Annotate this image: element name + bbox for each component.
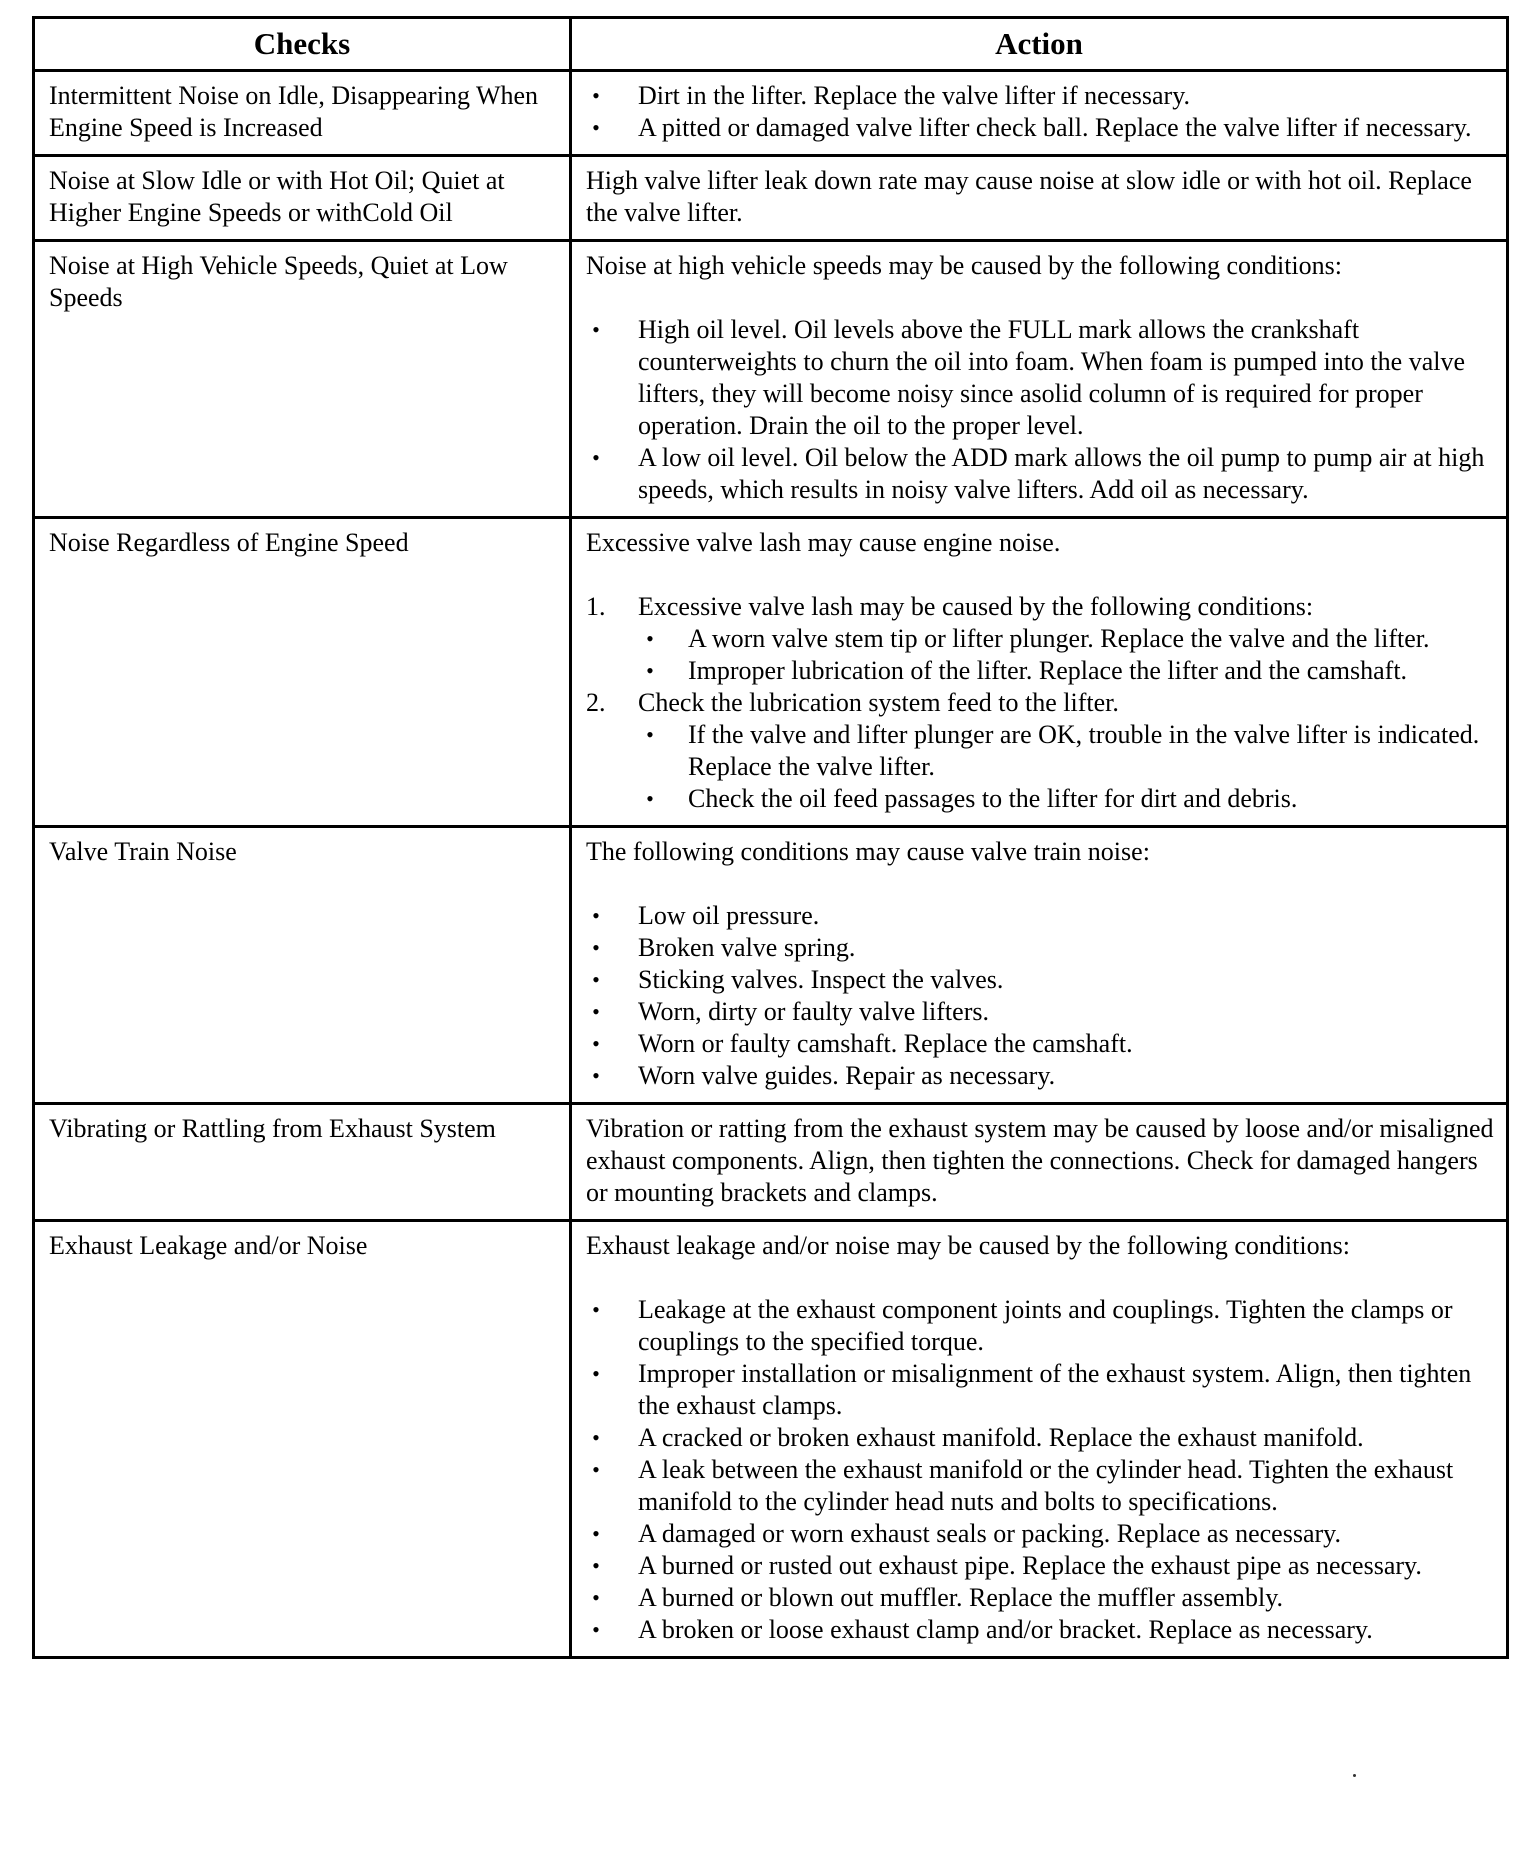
check-cell: Noise at High Vehicle Speeds, Quiet at Low Speeds — [34, 241, 571, 518]
action-cell: Vibration or ratting from the exhaust system may be caused by loose and/or misaligned exhaust components. Align, then tighten the connections. Check for damaged hangers or mounting brackets and clamps. — [571, 1104, 1508, 1221]
step-text: Check the lubrication system feed to the lifter. — [638, 688, 1119, 717]
action-bullet: • A burned or rusted out exhaust pipe. Replace the exhaust pipe as necessary. — [586, 1550, 1496, 1582]
action-bullet: • A pitted or damaged valve lifter check ball. Replace the valve lifter if necessary. — [586, 112, 1496, 144]
check-cell: Valve Train Noise — [34, 827, 571, 1104]
table-row — [34, 156, 1508, 241]
table-row — [34, 1104, 1508, 1221]
table-row — [34, 827, 1508, 1104]
action-bullet-list — [586, 900, 1496, 1092]
check-cell: Noise Regardless of Engine Speed — [34, 518, 571, 827]
action-bullet: • Leakage at the exhaust component joints and couplings. Tighten the clamps or couplings to the specified torque. — [586, 1294, 1496, 1358]
table-row — [34, 518, 1508, 827]
step-sub-bullet: • Improper lubrication of the lifter. Replace the lifter and the camshaft. — [638, 655, 1496, 687]
action-bullet: • Sticking valves. Inspect the valves. — [586, 964, 1496, 996]
action-bullet: • Worn valve guides. Repair as necessary. — [586, 1060, 1496, 1092]
action-bullet-list — [586, 80, 1496, 144]
action-cell — [571, 518, 1508, 827]
step-sub-bullet: • If the valve and lifter plunger are OK, trouble in the valve lifter is indicated. Replace the valve lifter. — [638, 719, 1496, 783]
action-bullet: • Improper installation or misalignment of the exhaust system. Align, then tighten the exhaust clamps. — [586, 1358, 1496, 1422]
check-cell: Intermittent Noise on Idle, Disappearing When Engine Speed is Increased — [34, 71, 571, 156]
step-text: Excessive valve lash may be caused by the following conditions: — [638, 592, 1314, 621]
action-step — [586, 687, 1496, 815]
action-bullet: • Dirt in the lifter. Replace the valve lifter if necessary. — [586, 80, 1496, 112]
action-bullet: • Worn or faulty camshaft. Replace the camshaft. — [586, 1028, 1496, 1060]
step-sub-bullet: • A worn valve stem tip or lifter plunger. Replace the valve and the lifter. — [638, 623, 1496, 655]
header-row — [34, 18, 1508, 71]
check-cell: Noise at Slow Idle or with Hot Oil; Quiet at Higher Engine Speeds or withCold Oil — [34, 156, 571, 241]
step-number: 2. — [586, 688, 606, 717]
action-bullet: • Broken valve spring. — [586, 932, 1496, 964]
checks-header: Checks — [34, 18, 571, 71]
action-intro: Noise at high vehicle speeds may be caused by the following conditions: — [586, 251, 1342, 280]
action-step-list — [586, 591, 1496, 815]
action-bullet: • A leak between the exhaust manifold or the cylinder head. Tighten the exhaust manifold to the cylinder head nuts and bolts to specifications. — [586, 1454, 1496, 1518]
table-row — [34, 71, 1508, 156]
action-cell: High valve lifter leak down rate may cause noise at slow idle or with hot oil. Replace the valve lifter. — [571, 156, 1508, 241]
diagnosis-table — [32, 16, 1509, 1659]
step-sub-list — [638, 719, 1496, 815]
action-cell — [571, 1221, 1508, 1658]
step-sub-list — [638, 623, 1496, 687]
action-bullet-list — [586, 1294, 1496, 1646]
action-intro: Exhaust leakage and/or noise may be caused by the following conditions: — [586, 1231, 1350, 1260]
step-number: 1. — [586, 592, 606, 621]
action-bullet: • High oil level. Oil levels above the FULL mark allows the crankshaft counterweights to churn the oil into foam. When foam is pumped into the valve lifters, they will become noisy since asolid column of is required for proper operation. Drain the oil to the proper level. — [586, 314, 1496, 442]
check-cell: Exhaust Leakage and/or Noise — [34, 1221, 571, 1658]
check-cell: Vibrating or Rattling from Exhaust System — [34, 1104, 571, 1221]
action-cell — [571, 241, 1508, 518]
action-cell — [571, 71, 1508, 156]
action-bullet: • A burned or blown out muffler. Replace the muffler assembly. — [586, 1582, 1496, 1614]
action-step — [586, 591, 1496, 687]
step-sub-bullet: • Check the oil feed passages to the lifter for dirt and debris. — [638, 783, 1496, 815]
scan-speck — [1353, 1774, 1356, 1777]
action-bullet: • A low oil level. Oil below the ADD mark allows the oil pump to pump air at high speeds, which results in noisy valve lifters. Add oil as necessary. — [586, 442, 1496, 506]
action-bullet: • Worn, dirty or faulty valve lifters. — [586, 996, 1496, 1028]
action-bullet: • A damaged or worn exhaust seals or packing. Replace as necessary. — [586, 1518, 1496, 1550]
table-row — [34, 241, 1508, 518]
action-bullet: • A broken or loose exhaust clamp and/or bracket. Replace as necessary. — [586, 1614, 1496, 1646]
action-cell — [571, 827, 1508, 1104]
action-bullet: • A cracked or broken exhaust manifold. Replace the exhaust manifold. — [586, 1422, 1496, 1454]
action-bullet: • Low oil pressure. — [586, 900, 1496, 932]
action-intro: The following conditions may cause valve train noise: — [586, 837, 1150, 866]
action-bullet-list — [586, 314, 1496, 506]
action-intro: Excessive valve lash may cause engine noise. — [586, 528, 1061, 557]
table-row — [34, 1221, 1508, 1658]
action-header: Action — [571, 18, 1508, 71]
